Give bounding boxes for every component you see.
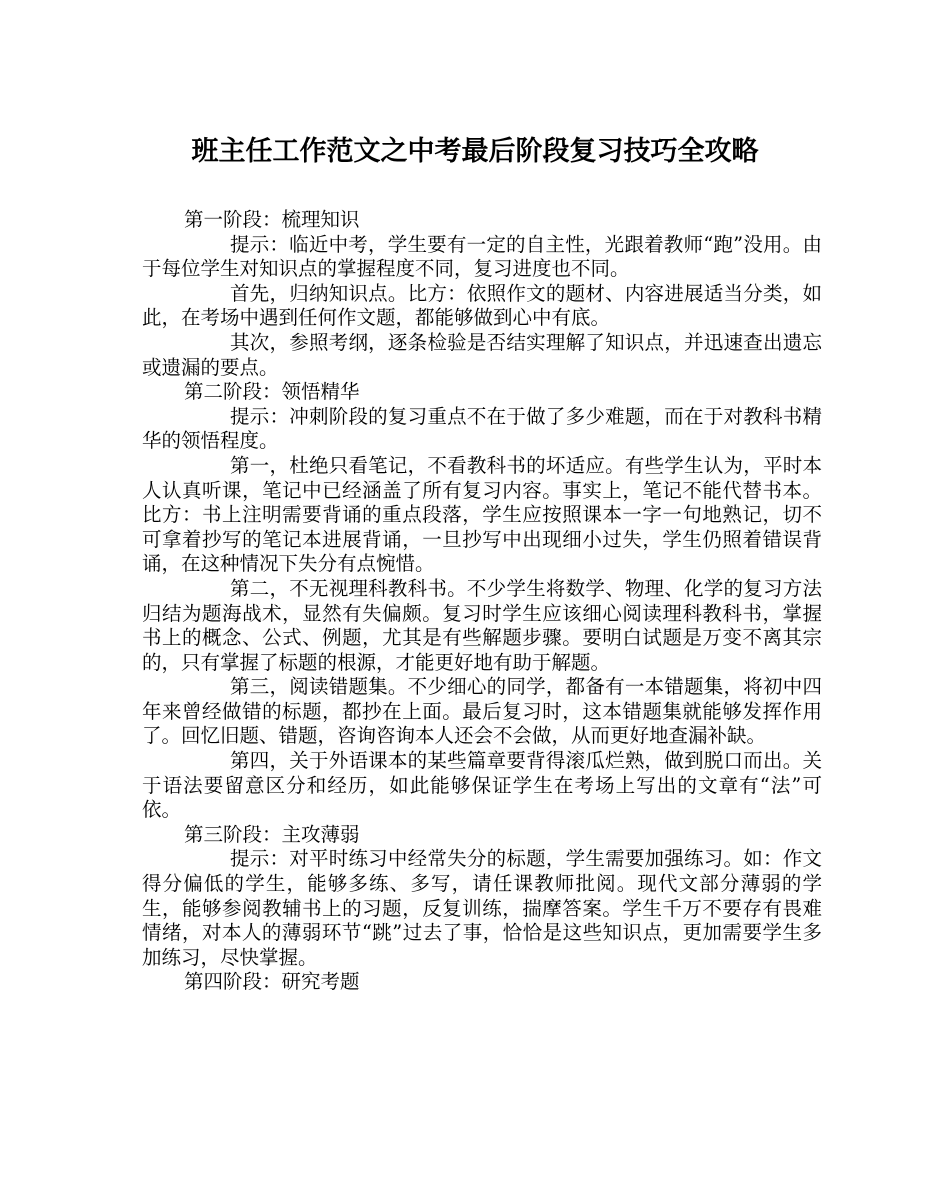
page-title: 班主任工作范文之中考最后阶段复习技巧全攻略 [191,136,759,167]
paragraph: 第三，阅读错题集。不少细心的同学，都备有一本错题集，将初中四年来曾经做错的标题，都抄在上面。最后复习时，这本错题集就能够发挥作用了。回忆旧题、错题，咨询咨询本人还会不会做，从而更好地查漏补缺。 [142,675,822,748]
paragraph: 第四，关于外语课本的某些篇章要背得滚瓜烂熟，做到脱口而出。关于语法要留意区分和经历，如此能够保证学生在考场上写出的文章有“法”可依。 [142,749,822,822]
document-body [142,208,822,995]
paragraph: 首先，归纳知识点。比方：依照作文的题材、内容进展适当分类，如此，在考场中遇到任何作文题，都能够做到心中有底。 [142,281,822,330]
section-heading-2: 第二阶段：领悟精华 [184,380,360,404]
paragraph-tip-1: 提示：临近中考，学生要有一定的自主性，光跟着教师“跑”没用。由于每位学生对知识点的掌握程度不同，复习进度也不同。 [142,232,822,281]
section-heading-4: 第四阶段：研究考题 [184,970,360,994]
section-heading-3: 第三阶段：主攻薄弱 [184,822,360,846]
paragraph-tip-2: 提示：冲刺阶段的复习重点不在于做了多少难题，而在于对教科书精华的领悟程度。 [142,404,822,453]
paragraph-tip-3: 提示：对平时练习中经常失分的标题，学生需要加强练习。如：作文得分偏低的学生，能够多练、多写，请任课教师批阅。现代文部分薄弱的学生，能够参阅教辅书上的习题，反复训练，揣摩答案。学生千万不要存有畏难情绪，对本人的薄弱环节“跳”过去了事，恰恰是这些知识点，更加需要学生多加练习，尽快掌握。 [142,847,822,969]
paragraph: 其次，参照考纲，逐条检验是否结实理解了知识点，并迅速查出遗忘或遗漏的要点。 [142,330,822,379]
section-heading-1: 第一阶段：梳理知识 [184,208,360,231]
paragraph: 第一，杜绝只看笔记，不看教科书的坏适应。有些学生认为，平时本人认真听课，笔记中已经涵盖了所有复习内容。事实上，笔记不能代替书本。比方：书上注明需要背诵的重点段落，学生应按照课本一字一句地熟记，切不可拿着抄写的笔记本进展背诵，一旦抄写中出现细小过失，学生仍照着错误背诵，在这种情况下失分有点惋惜。 [142,453,822,576]
paragraph: 第二，不无视理科教科书。不少学生将数学、物理、化学的复习方法归结为题海战术，显然有失偏颇。复习时学生应该细心阅读理科教科书，掌握书上的概念、公式、例题，尤其是有些解题步骤。要明白试题是万变不离其宗的，只有掌握了标题的根源，才能更好地有助于解题。 [142,576,822,674]
